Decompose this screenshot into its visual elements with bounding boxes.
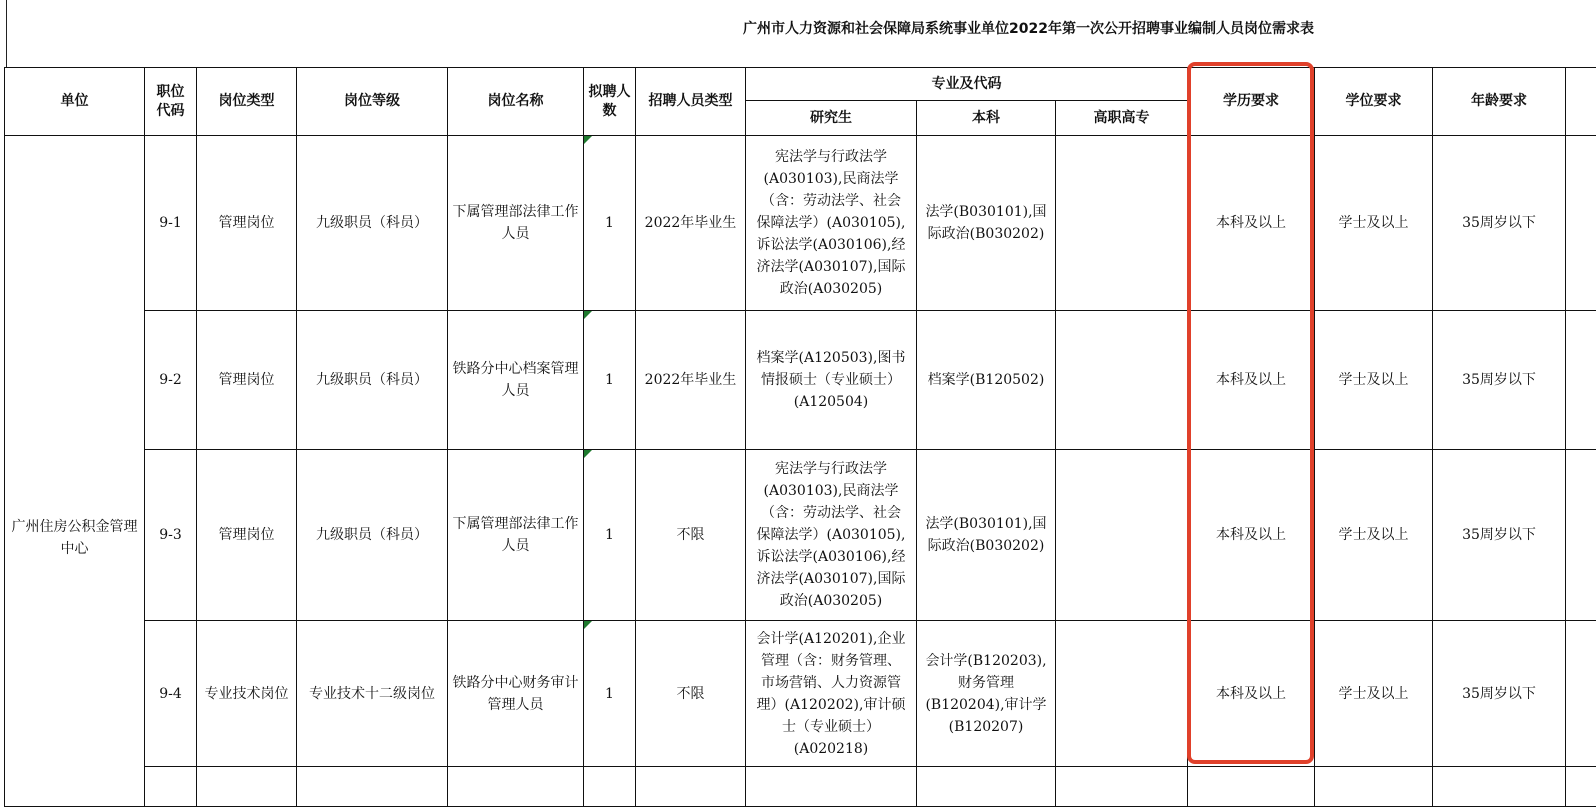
age-cell[interactable]: 35周岁以下: [1433, 621, 1566, 767]
post-name-cell[interactable]: 铁路分中心档案管理人员: [448, 311, 584, 450]
recruit-count-value: 1: [605, 215, 614, 231]
vocational-major-cell[interactable]: [1056, 621, 1188, 767]
header-postgrad[interactable]: 研究生: [746, 101, 917, 136]
job-code-cell[interactable]: 9-2: [145, 311, 197, 450]
header-undergrad[interactable]: 本科: [917, 101, 1056, 136]
recruit-type-cell[interactable]: 不限: [636, 450, 746, 621]
education-cell[interactable]: 本科及以上: [1188, 450, 1315, 621]
header-major-group[interactable]: 专业及代码: [746, 68, 1188, 101]
header-vocational[interactable]: 高职高专: [1056, 101, 1188, 136]
undergrad-major-cell[interactable]: 会计学(B120203), 财务管理 (B120204),审计学 (B120207): [917, 621, 1056, 767]
header-post-name[interactable]: 岗位名称: [448, 68, 584, 136]
empty-cell[interactable]: [1315, 767, 1433, 807]
header-row-1: [5, 68, 1596, 101]
job-code-cell[interactable]: 9-4: [145, 621, 197, 767]
recruit-count-value: 1: [605, 527, 614, 543]
overflow-cell[interactable]: [1566, 621, 1596, 767]
post-name-cell[interactable]: 下属管理部法律工作人员: [448, 450, 584, 621]
vocational-major-cell[interactable]: [1056, 311, 1188, 450]
empty-cell[interactable]: [1566, 767, 1596, 807]
comment-indicator-icon: [584, 621, 592, 629]
post-level-cell[interactable]: 九级职员（科员）: [297, 136, 448, 311]
unit-name-cell[interactable]: 广州住房公积金管理中心: [5, 136, 145, 807]
postgrad-major-cell[interactable]: 档案学(A120503),图书 情报硕士（专业硕士） (A120504): [746, 311, 917, 450]
overflow-cell[interactable]: [1566, 450, 1596, 621]
recruit-count-value: 1: [605, 372, 614, 388]
education-cell[interactable]: 本科及以上: [1188, 136, 1315, 311]
postgrad-major-cell[interactable]: 会计学(A120201),企业 管理（含：财务管理、 市场营销、人力资源管 理）(A120202),审计硕 士（专业硕士） (A020218): [746, 621, 917, 767]
education-cell[interactable]: 本科及以上: [1188, 621, 1315, 767]
empty-cell[interactable]: [584, 767, 636, 807]
job-code-cell[interactable]: 9-3: [145, 450, 197, 621]
empty-cell[interactable]: [297, 767, 448, 807]
header-age[interactable]: 年龄要求: [1433, 68, 1566, 136]
empty-cell[interactable]: [145, 767, 197, 807]
undergrad-major-cell[interactable]: 档案学(B120502): [917, 311, 1056, 450]
recruit-type-cell[interactable]: 不限: [636, 621, 746, 767]
empty-cell[interactable]: [1056, 767, 1188, 807]
recruit-count-cell[interactable]: [584, 136, 636, 311]
header-recruit-type[interactable]: 招聘人员类型: [636, 68, 746, 136]
comment-indicator-icon: [584, 311, 592, 319]
empty-cell[interactable]: [1433, 767, 1566, 807]
post-type-cell[interactable]: 管理岗位: [197, 450, 297, 621]
empty-cell[interactable]: [917, 767, 1056, 807]
header-overflow-cell[interactable]: [1566, 68, 1596, 136]
post-level-cell[interactable]: 专业技术十二级岗位: [297, 621, 448, 767]
table-row-partial: [5, 767, 1596, 807]
comment-indicator-icon: [584, 450, 592, 458]
post-type-cell[interactable]: 管理岗位: [197, 311, 297, 450]
header-post-type[interactable]: 岗位类型: [197, 68, 297, 136]
table-row: [5, 311, 1596, 450]
undergrad-major-cell[interactable]: 法学(B030101),国 际政治(B030202): [917, 136, 1056, 311]
post-level-cell[interactable]: 九级职员（科员）: [297, 450, 448, 621]
header-post-level[interactable]: 岗位等级: [297, 68, 448, 136]
recruit-count-cell[interactable]: [584, 450, 636, 621]
page-title: 广州市人力资源和社会保障局系统事业单位2022年第一次公开招聘事业编制人员岗位需求表: [743, 18, 1314, 38]
table-row: [5, 621, 1596, 767]
overflow-cell[interactable]: [1566, 311, 1596, 450]
job-requirements-table: [4, 67, 1596, 807]
job-code-cell[interactable]: 9-1: [145, 136, 197, 311]
degree-cell[interactable]: 学士及以上: [1315, 136, 1433, 311]
table-row: [5, 136, 1596, 311]
degree-cell[interactable]: 学士及以上: [1315, 621, 1433, 767]
table-row: [5, 450, 1596, 621]
post-level-cell[interactable]: 九级职员（科员）: [297, 311, 448, 450]
sheet-left-border: [6, 0, 7, 68]
post-name-cell[interactable]: 下属管理部法律工作人员: [448, 136, 584, 311]
comment-indicator-icon: [584, 136, 592, 144]
post-type-cell[interactable]: 专业技术岗位: [197, 621, 297, 767]
header-degree[interactable]: 学位要求: [1315, 68, 1433, 136]
empty-cell[interactable]: [636, 767, 746, 807]
postgrad-major-cell[interactable]: 宪法学与行政法学 (A030103),民商法学 （含：劳动法学、社会 保障法学）(A030105), 诉讼法学(A030106),经 济法学(A030107),国际 政治(A030205): [746, 450, 917, 621]
header-recruit-count[interactable]: 拟聘人数: [584, 68, 636, 136]
postgrad-major-cell[interactable]: 宪法学与行政法学 (A030103),民商法学 （含：劳动法学、社会 保障法学）(A030105), 诉讼法学(A030106),经 济法学(A030107),国际 政治(A030205): [746, 136, 917, 311]
post-name-cell[interactable]: 铁路分中心财务审计管理人员: [448, 621, 584, 767]
recruit-count-cell[interactable]: [584, 621, 636, 767]
recruit-count-value: 1: [605, 686, 614, 702]
undergrad-major-cell[interactable]: 法学(B030101),国 际政治(B030202): [917, 450, 1056, 621]
header-job-code[interactable]: 职位代码: [145, 68, 197, 136]
header-education[interactable]: 学历要求: [1188, 68, 1315, 136]
education-cell[interactable]: 本科及以上: [1188, 311, 1315, 450]
empty-cell[interactable]: [1188, 767, 1315, 807]
empty-cell[interactable]: [746, 767, 917, 807]
empty-cell[interactable]: [448, 767, 584, 807]
recruit-type-cell[interactable]: 2022年毕业生: [636, 311, 746, 450]
degree-cell[interactable]: 学士及以上: [1315, 450, 1433, 621]
recruit-type-cell[interactable]: 2022年毕业生: [636, 136, 746, 311]
recruit-count-cell[interactable]: [584, 311, 636, 450]
empty-cell[interactable]: [197, 767, 297, 807]
post-type-cell[interactable]: 管理岗位: [197, 136, 297, 311]
header-unit[interactable]: 单位: [5, 68, 145, 136]
degree-cell[interactable]: 学士及以上: [1315, 311, 1433, 450]
age-cell[interactable]: 35周岁以下: [1433, 450, 1566, 621]
vocational-major-cell[interactable]: [1056, 136, 1188, 311]
age-cell[interactable]: 35周岁以下: [1433, 311, 1566, 450]
overflow-cell[interactable]: [1566, 136, 1596, 311]
vocational-major-cell[interactable]: [1056, 450, 1188, 621]
age-cell[interactable]: 35周岁以下: [1433, 136, 1566, 311]
